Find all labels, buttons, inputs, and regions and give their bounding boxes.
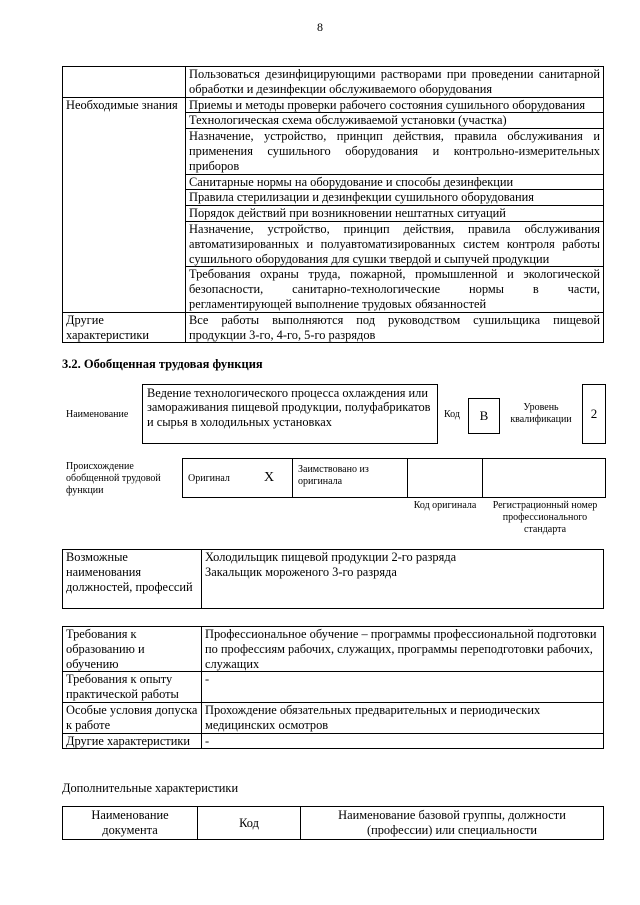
table-row (63, 312, 604, 343)
requirement-label: Особые условия допуска к работе (63, 702, 202, 733)
row-label: Другие характеристики (63, 312, 186, 343)
positions-values (202, 550, 604, 609)
table-cell: Назначение, устройство, принцип действия, правила обслуживания автоматизированных и полуавтоматизированных систем контроля работы сушильного оборудования для сушки твердой и сыпучей продукции (186, 221, 604, 266)
table-cell: Технологическая схема обслуживаемой установки (участка) (186, 113, 604, 129)
row-label (63, 67, 186, 98)
requirement-label: Другие характеристики (63, 733, 202, 749)
header-doc-name: Наименование документа (63, 807, 198, 840)
additional-title: Дополнительные характеристики (62, 781, 239, 795)
header-base-group: Наименование базовой группы, должности (профессии) или специальности (301, 807, 604, 840)
original-mark: X (264, 470, 275, 485)
table-cell: Пользоваться дезинфицирующими растворами при проведении санитарной обработки и дезинфекции обслуживаемого оборудования (186, 67, 604, 98)
position-item: Закальщик мороженого 3-го разряда (205, 564, 397, 579)
table-cell: Приемы и методы проверки рабочего состояния сушильного оборудования (186, 97, 604, 113)
borrowed-label: Заимствовано из оригинала (298, 464, 369, 487)
positions-table (62, 549, 604, 609)
requirement-label: Требования к образованию и обучению (63, 627, 202, 672)
level-label: Уровень квалификации (510, 402, 572, 425)
table-row (63, 733, 604, 749)
requirements-table (62, 626, 604, 749)
requirement-value: - (202, 672, 604, 703)
table-row (63, 702, 604, 733)
requirement-label: Требования к опыту практической работы (63, 672, 202, 703)
table-cell: Все работы выполняются под руководством сушильщика пищевой продукции 3-го, 4-го, 5-го разрядов (186, 312, 604, 343)
level-value: 2 (582, 384, 606, 444)
table-row (63, 97, 604, 113)
header-code: Код (198, 807, 301, 840)
requirement-value: Профессиональное обучение – программы профессиональной подготовки по профессиям рабочих, служащих, программы переподготовки рабочих, служащих (202, 627, 604, 672)
table-row (63, 807, 604, 840)
table-row (63, 672, 604, 703)
positions-label: Возможные наименования должностей, профессий (63, 550, 202, 609)
table-row (63, 67, 604, 98)
table-cell: Санитарные нормы на оборудование и способы дезинфекции (186, 174, 604, 190)
position-item: Холодильщик пищевой продукции 2-го разряда (205, 550, 457, 564)
code-original-label: Код оригинала (413, 500, 477, 511)
table-cell: Требования охраны труда, пожарной, промышленной и экологической безопасности, санитарно-технологические нормы в части, регламентирующей выполнение трудовых обязанностей (186, 267, 604, 312)
requirement-value: Прохождение обязательных предварительных и периодических медицинских осмотров (202, 702, 604, 733)
requirement-value: - (202, 733, 604, 749)
code-label: Код (444, 409, 460, 420)
section-title-text: 3.2. Обобщенная трудовая функция (62, 357, 263, 371)
origin-label: Происхождение обобщенной трудовой функции (66, 461, 161, 496)
skills-table (62, 66, 604, 343)
table-row (63, 550, 604, 609)
reg-number-label: Регистрационный номер профессионального стандарта (492, 500, 598, 535)
table-cell: Правила стерилизации и дезинфекции сушильного оборудования (186, 190, 604, 206)
page-number: 8 (317, 20, 323, 34)
table-cell: Порядок действий при возникновении нештатных ситуаций (186, 206, 604, 222)
additional-table (62, 806, 604, 840)
table-row (63, 627, 604, 672)
function-name: Ведение технологического процесса охлаждения или замораживания пищевой продукции, полуфабрикатов и сырья в холодильных установках (142, 384, 438, 444)
table-cell: Назначение, устройство, принцип действия, правила обслуживания и применения сушильного оборудования и контрольно-измерительных приборов (186, 129, 604, 174)
code-value: B (468, 398, 500, 434)
original-label: Оригинал (188, 473, 230, 484)
name-label: Наименование (66, 409, 129, 420)
row-label: Необходимые знания (63, 97, 186, 312)
section-title (62, 357, 263, 372)
